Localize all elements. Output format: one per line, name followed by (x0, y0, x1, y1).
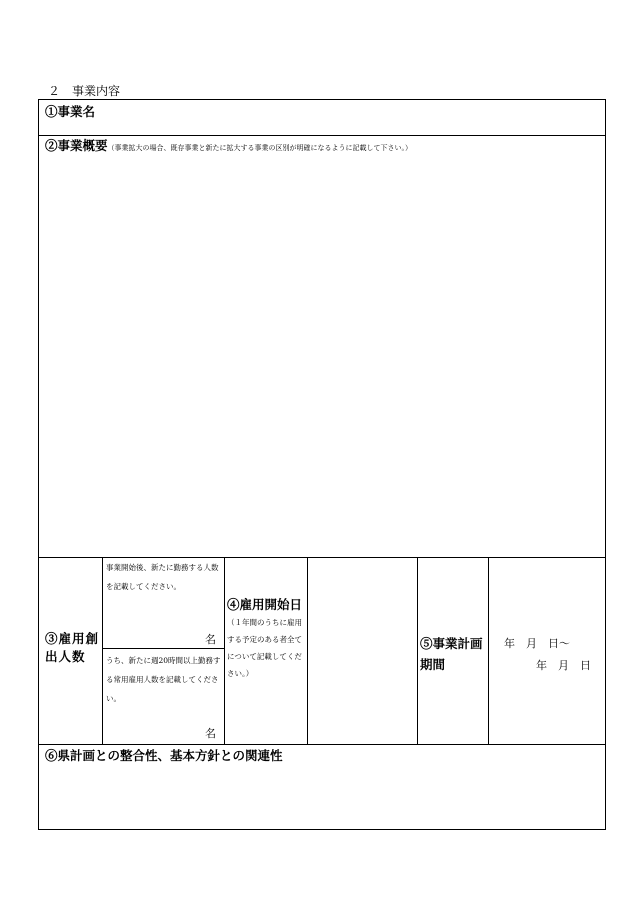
unit-people-2: 名 (205, 727, 216, 740)
employment-row (38, 557, 606, 745)
hire-date-label: ④雇用開始日 (227, 597, 303, 612)
period-value-start: 年 月 日～ (504, 637, 570, 650)
business-content-form (38, 99, 606, 830)
business-summary-note: （事業拡大の場合、既存事業と新たに拡大する事業の区別が明確になるように記載して下さい。） (107, 144, 413, 152)
business-summary-heading (45, 138, 412, 156)
employment-label: ③雇用創出人数 (45, 631, 100, 664)
consistency-label: ⑥県計画との整合性、基本方針との関連性 (45, 748, 283, 763)
employment-sub2: うち、新たに週20時間以上勤務する常用雇用人数を記載してください。 (106, 656, 221, 703)
unit-people-1: 名 (205, 633, 216, 646)
divider (417, 557, 418, 744)
business-summary-label: ②事業概要 (45, 138, 108, 153)
employment-sub1: 事業開始後、新たに勤務する人数を記載してください。 (106, 563, 219, 591)
hire-date-note: （１年間のうちに雇用する予定のある者全てについて記載してください。） (227, 618, 302, 678)
divider (102, 557, 103, 744)
divider (488, 557, 489, 744)
section-title: ２ 事業内容 (48, 84, 121, 98)
period-value-end: 年 月 日 (536, 659, 591, 672)
divider (102, 648, 224, 649)
divider (307, 557, 308, 744)
period-label: ⑤事業計画期間 (420, 636, 483, 672)
business-name-row (38, 99, 606, 136)
business-summary-row (38, 134, 606, 558)
divider (224, 557, 225, 744)
business-name-label: ①事業名 (45, 104, 96, 119)
consistency-row (38, 744, 606, 830)
